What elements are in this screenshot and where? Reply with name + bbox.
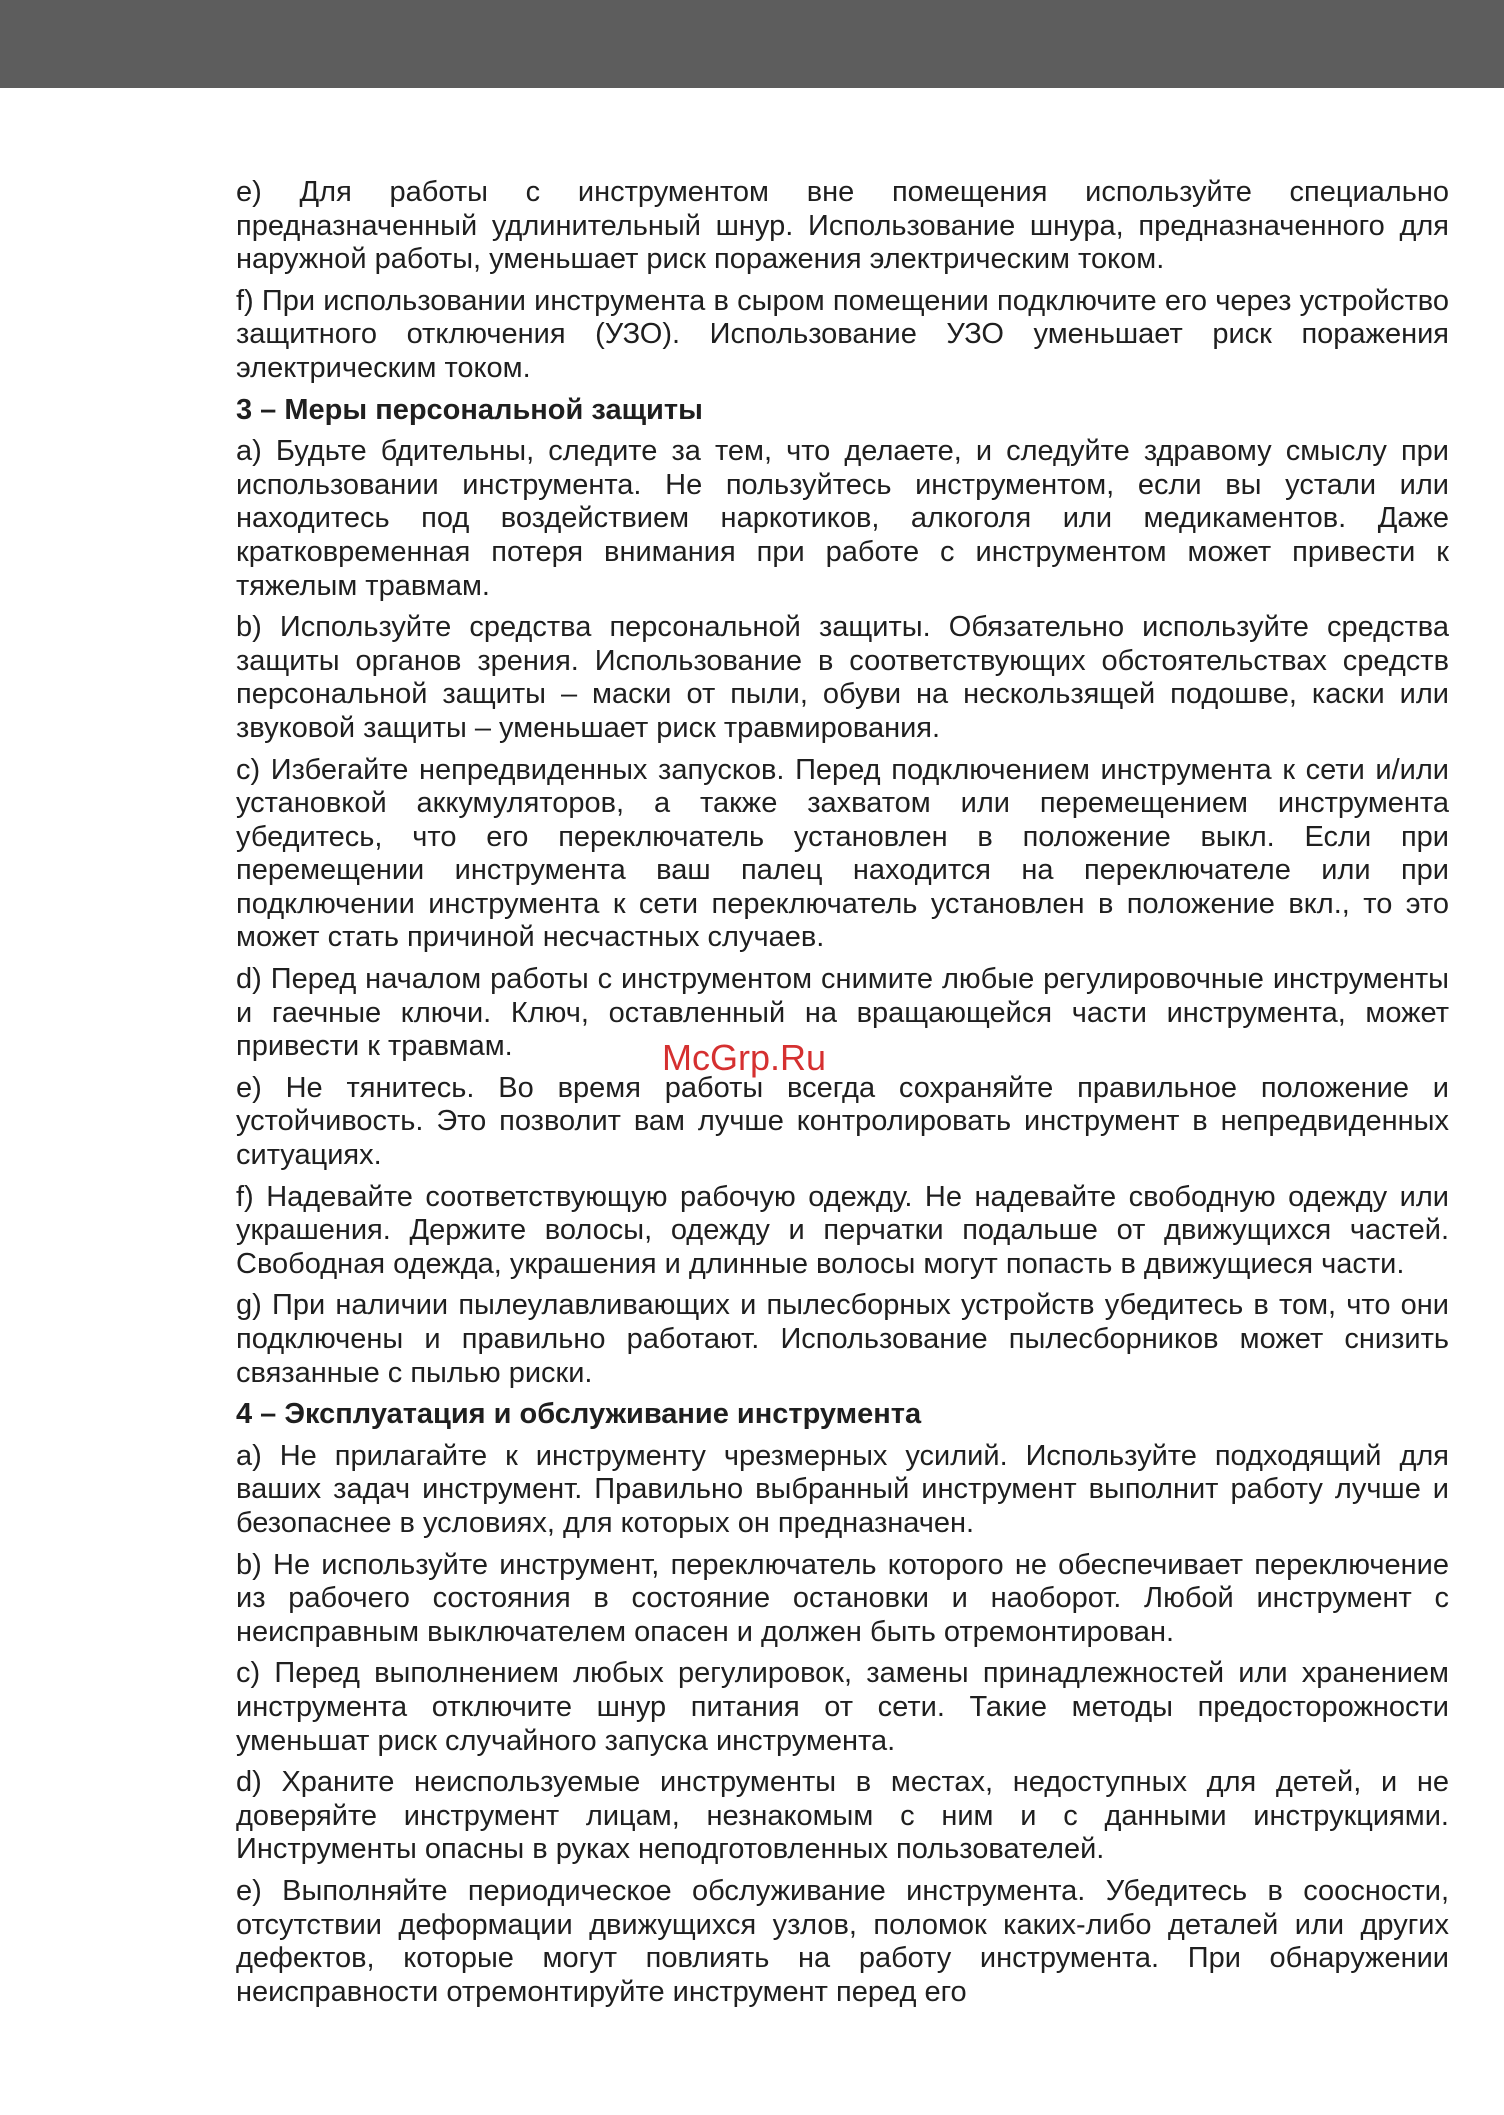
paragraph-c-unintended-start: c) Избегайте непредвиденных запусков. Перед подключением инструмента к сети и/или установкой аккумуляторов, а также захватом или перемещением инструмента убедитесь, что его переключатель установлен в положение выкл. Если при перемещении инструмента ваш палец находится на переключателе или при подключении инструмента к сети переключатель установлен в положение вкл., то это может стать причиной несчастных случаев. bbox=[236, 753, 1449, 954]
paragraph-b-protective-equipment: b) Используйте средства персональной защиты. Обязательно используйте средства защиты органов зрения. Использование в соответствующих обстоятельствах средств персональной защиты – маски от пыли, обуви на нескользящей подошве, каски или звуковой защиты – уменьшает риск травмирования. bbox=[236, 611, 1449, 744]
paragraph-f-rcd: f) При использовании инструмента в сыром помещении подключите его через устройство защитного отключения (УЗО). Использование УЗО уменьшает риск поражения электрическим током. bbox=[236, 284, 1449, 384]
paragraph-d-storage: d) Храните неиспользуемые инструменты в местах, недоступных для детей, и не доверяйте инструмент лицам, незнакомым с ним и с данными инструкциями. Инструменты опасны в руках неподготовленных пользователей. bbox=[236, 1766, 1449, 1866]
paragraph-e-footing: e) Не тянитесь. Во время работы всегда сохраняйте правильное положение и устойчивость. Это позволит вам лучше контролировать инструмент в непредвиденных ситуациях. bbox=[236, 1071, 1449, 1172]
paragraph-d-remove-keys: d) Перед началом работы с инструментом снимите любые регулировочные инструменты и гаечные ключи. Ключ, оставленный на вращающейся части инструмента, может привести к травмам. bbox=[236, 963, 1449, 1063]
paragraph-a-no-force: a) Не прилагайте к инструменту чрезмерных усилий. Используйте подходящий для ваших задач инструмент. Правильно выбранный инструмент выполнит работу лучше и безопаснее в условиях, для которых он предназначен. bbox=[236, 1439, 1449, 1539]
paragraph-g-dust-collection: g) При наличии пылеулавливающих и пылесборных устройств убедитесь в том, что они подключены и правильно работают. Использование пылесборников может снизить связанные с пылью риски. bbox=[236, 1289, 1449, 1389]
paragraph-e-outdoor-cord: e) Для работы с инструментом вне помещения используйте специально предназначенный удлинительный шнур. Использование шнура, предназначенного для наружной работы, уменьшает риск поражения электрическим током. bbox=[236, 176, 1449, 276]
paragraph-c-disconnect: c) Перед выполнением любых регулировок, замены принадлежностей или хранением инструмента отключите шнур питания от сети. Такие методы предосторожности уменьшат риск случайного запуска инструмента. bbox=[236, 1657, 1449, 1757]
watermark-logo: McGrp.Ru bbox=[662, 1037, 827, 1078]
page-header-bar bbox=[0, 0, 1504, 88]
paragraph-b-faulty-switch: b) Не используйте инструмент, переключатель которого не обеспечивает переключение из рабочего состояния в состояние остановки и наоборот. Любой инструмент с неисправным выключателем опасен и должен быть отремонтирован. bbox=[236, 1548, 1449, 1648]
document-body bbox=[236, 176, 1449, 2017]
paragraph-a-stay-alert: a) Будьте бдительны, следите за тем, что делаете, и следуйте здравому смыслу при использовании инструмента. Не пользуйтесь инструментом, если вы устали или находитесь под воздействием наркотиков, алкоголя или медикаментов. Даже кратковременная потеря внимания при работе с инструментом может привести к тяжелым травмам. bbox=[236, 435, 1449, 602]
paragraph-e-maintenance: e) Выполняйте периодическое обслуживание инструмента. Убедитесь в соосности, отсутствии деформации движущихся узлов, поломок каких-либо деталей или других дефектов, которые могут повлиять на работу инструмента. При обнаружении неисправности отремонтируйте инструмент перед его bbox=[236, 1874, 1449, 2008]
section-heading-tool-use-care: 4 – Эксплуатация и обслуживание инструмента bbox=[236, 1398, 922, 1431]
section-heading-personal-safety: 3 – Меры персональной защиты bbox=[236, 393, 703, 426]
paragraph-f-clothing: f) Надевайте соответствующую рабочую одежду. Не надевайте свободную одежду или украшения. Держите волосы, одежду и перчатки подальше от движущихся частей. Свободная одежда, украшения и длинные волосы могут попасть в движущиеся части. bbox=[236, 1180, 1449, 1280]
